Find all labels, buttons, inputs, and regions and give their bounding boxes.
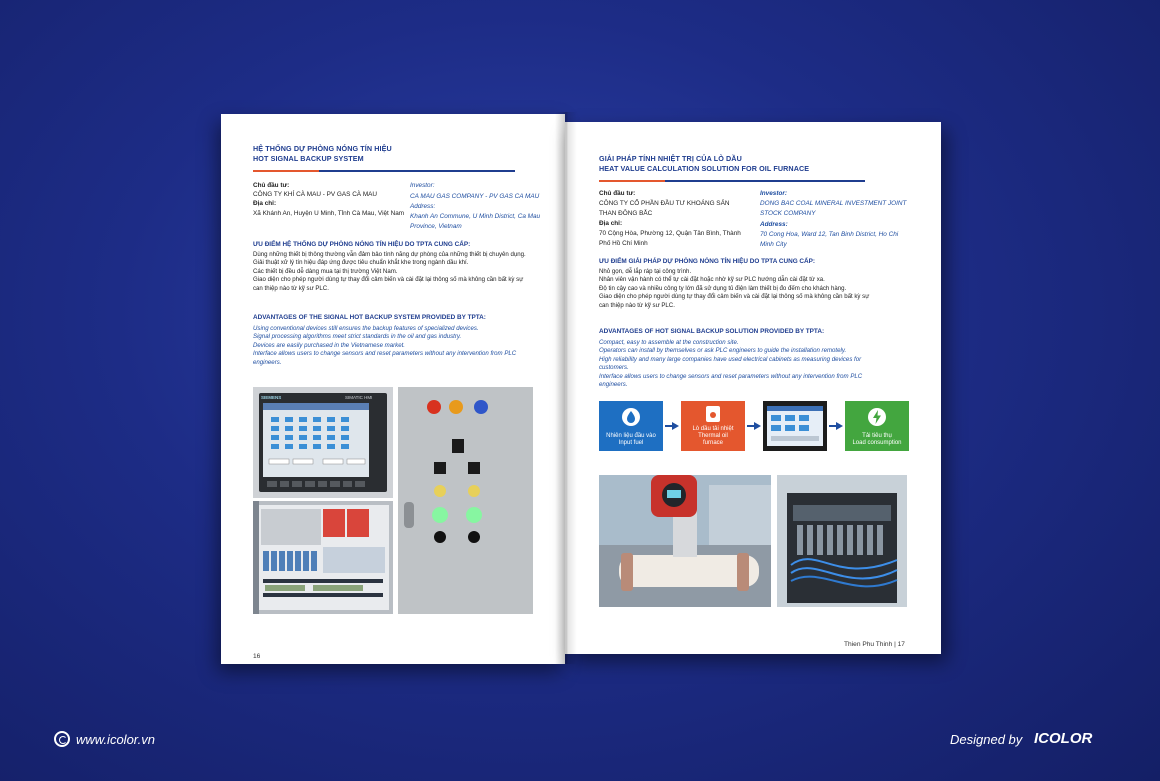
adv-vi-item: Giao diện cho phép người dùng tự thay đổi cảm biến và cài đặt lại thông số mà không cần bất kỳ sự: [599, 293, 870, 301]
furnace-icon: [705, 405, 721, 423]
hmi-screen: [263, 403, 369, 477]
adv-vi-item: can thiệp nào từ kỹ sư PLC.: [599, 301, 675, 309]
adv-vi-item: can thiệp nào từ kỹ sư PLC.: [253, 284, 329, 292]
address-label-vi: Địa chỉ:: [253, 200, 277, 207]
adv-heading-en: ADVANTAGES OF THE SIGNAL HOT BACKUP SYSTEM PROVIDED BY TPTA:: [253, 314, 486, 321]
address-en-2: Province, Vietnam: [410, 223, 462, 230]
adv-en-item: Interface allows users to change sensors and reset parameters without any intervention from PLC: [599, 372, 863, 380]
hmi-screen-icon: [767, 406, 823, 446]
adv-en-item: Interface allows users to change sensors and reset parameters without any intervention from PLC: [253, 350, 517, 358]
adv-en-item: customers.: [599, 364, 629, 372]
adv-en-item: engineers.: [253, 358, 282, 366]
adv-en-item: Compact, easy to assemble at the construction site.: [599, 339, 739, 346]
flow-arrow-icon: [836, 422, 843, 430]
title-accent-blue: [665, 180, 865, 182]
flow-label: Input fuel: [618, 440, 644, 446]
page-footer-right: Thien Phu Thinh | 17: [844, 641, 905, 648]
investor-vi-1: CÔNG TY CỔ PHẦN ĐẦU TƯ KHOÁNG SẢN: [599, 200, 730, 207]
address-label-en: Address:: [410, 203, 436, 210]
investor-en-1: DONG BAC COAL MINERAL INVESTMENT JOINT: [760, 200, 907, 207]
hmi-brand: SIEMENS: [261, 395, 282, 400]
right-title-en: HEAT VALUE CALCULATION SOLUTION FOR OIL FURNACE: [599, 164, 810, 173]
address-label-vi: Địa chỉ:: [599, 220, 623, 227]
adv-vi-item: Nhân viên vận hành có thể tự cài đặt hoặc nhờ kỹ sư PLC hướng dẫn cài đặt từ xa.: [599, 276, 825, 284]
adv-list-en: [599, 339, 919, 389]
flow-label: Load consumption: [852, 440, 902, 446]
website-link[interactable]: www.icolor.vn: [76, 732, 155, 747]
photo-wiring-cabinet: [777, 475, 907, 607]
flow-step-hmi: [763, 401, 827, 451]
investor-en-2: STOCK COMPANY: [760, 210, 816, 217]
address-en-1: 70 Cong Hoa, Ward 12, Tan Binh District, Ho Chi: [760, 231, 899, 238]
adv-en-item: Signal processing algorithms meet strict standards in the oil and gas industry.: [253, 333, 462, 341]
address-en-1: Khanh An Commune, U Minh District, Ca Mau: [410, 213, 541, 220]
flow-label: Tải tiêu thụ: [862, 433, 892, 439]
droplet-icon: [621, 407, 641, 427]
address-vi-2: Phố Hồ Chí Minh: [599, 240, 648, 247]
title-accent-blue: [319, 170, 515, 172]
adv-vi-item: Nhỏ gọn, dễ lắp ráp tại công trình.: [599, 268, 692, 275]
flow-arrow-icon: [754, 422, 761, 430]
flow-label: Lò dầu tải nhiệt: [692, 426, 734, 432]
left-title-vi: HỆ THỐNG DỰ PHÒNG NÓNG TÍN HIỆU: [253, 144, 392, 153]
adv-heading-vi: ƯU ĐIỂM GIẢI PHÁP DỰ PHÒNG NÓNG TÍN HIỆU DO TPTA CUNG CẤP:: [599, 258, 816, 265]
adv-list-vi: [253, 251, 553, 293]
adv-list-en: [253, 325, 553, 367]
adv-en-item: Using conventional devices still ensures the backup features of specialized devices.: [253, 325, 479, 332]
page-number-left: 16: [253, 653, 261, 660]
address-vi: Xã Khánh An, Huyện U Minh, Tỉnh Cà Mau, Việt Nam: [253, 210, 405, 217]
adv-vi-item: Giải thuật xử lý tín hiệu đáp ứng được tiêu chuẩn khắt khe trong ngành dầu khí.: [253, 259, 469, 267]
investor-en: CA MAU GAS COMPANY - PV GAS CA MAU: [410, 193, 540, 200]
address-label-en: Address:: [760, 221, 788, 228]
investor-label-vi: Chủ đầu tư:: [599, 190, 636, 197]
adv-en-item: Operators can install by themselves or ask PLC engineers to guide the installation remotely.: [599, 347, 847, 355]
photo-control-panel: [396, 387, 533, 614]
designed-by-label: Designed by: [950, 732, 1023, 747]
flow-step-load: [845, 401, 909, 451]
investor-label-vi: Chủ đầu tư:: [253, 182, 290, 189]
investor-vi: CÔNG TY KHÍ CÀ MAU - PV GAS CÀ MAU: [253, 191, 378, 198]
adv-vi-item: Giao diện cho phép người dùng tự thay đổi cảm biến và cài đặt lại thông số mà không cần bất kỳ sự: [253, 276, 524, 284]
adv-list-vi: [599, 268, 919, 310]
right-page: [565, 122, 941, 654]
left-title-en: HOT SIGNAL BACKUP SYSTEM: [253, 154, 364, 163]
flow-step-input-fuel: [599, 401, 663, 451]
brand-name: ICOLOR: [1034, 730, 1093, 747]
investor-vi-2: THAN ĐÔNG BẮC: [599, 210, 653, 217]
adv-en-item: Devices are easily purchased in the Vietnamese market.: [253, 341, 405, 349]
adv-vi-item: Độ tin cậy cao và nhiều công ty lớn đã sử dụng tủ điện làm thiết bị đo đếm cho khách hàng.: [599, 284, 847, 292]
hmi-model: SIMATIC HMI: [345, 395, 373, 400]
adv-vi-item: Dùng những thiết bị thông thường vẫn đảm bảo tính năng dự phòng của những thiết bị chuyên dụng.: [253, 251, 526, 258]
photo-flow-meter: [599, 475, 771, 607]
adv-heading-vi: ƯU ĐIỂM HỆ THỐNG DỰ PHÒNG NÓNG TÍN HIỆU DO TPTA CUNG CẤP:: [253, 241, 471, 248]
flow-arrow-icon: [672, 422, 679, 430]
flow-label: furnace: [702, 440, 723, 446]
adv-en-item: engineers.: [599, 381, 628, 389]
flow-label: Nhiên liệu đầu vào: [606, 433, 656, 439]
photo-electrical-cabinet: [253, 501, 393, 614]
flow-step-furnace: [681, 401, 745, 451]
brochure-spread: [221, 112, 941, 664]
flow-label: Thermal oil: [698, 433, 728, 439]
adv-en-item: High reliability and many large companies have used electrical cabinets as measuring devices for: [599, 355, 862, 363]
copyright-icon: [54, 731, 70, 747]
investor-label-en: Investor:: [760, 190, 787, 197]
address-vi-1: 70 Cộng Hòa, Phường 12, Quận Tân Bình, Thành: [599, 230, 741, 237]
lightning-icon: [867, 407, 887, 427]
photo-hmi-panel: [253, 387, 393, 498]
title-accent-orange: [253, 170, 319, 172]
left-page: [221, 114, 565, 664]
address-en-2: Minh City: [760, 241, 787, 248]
right-title-vi: GIẢI PHÁP TÍNH NHIỆT TRỊ CỦA LÒ DẦU: [599, 154, 742, 163]
adv-vi-item: Các thiết bị đều dễ dàng mua tại thị trường Việt Nam.: [253, 267, 398, 275]
investor-label-en: Investor:: [410, 182, 435, 189]
adv-heading-en: ADVANTAGES OF HOT SIGNAL BACKUP SOLUTION PROVIDED BY TPTA:: [599, 328, 825, 335]
title-accent-orange: [599, 180, 665, 182]
